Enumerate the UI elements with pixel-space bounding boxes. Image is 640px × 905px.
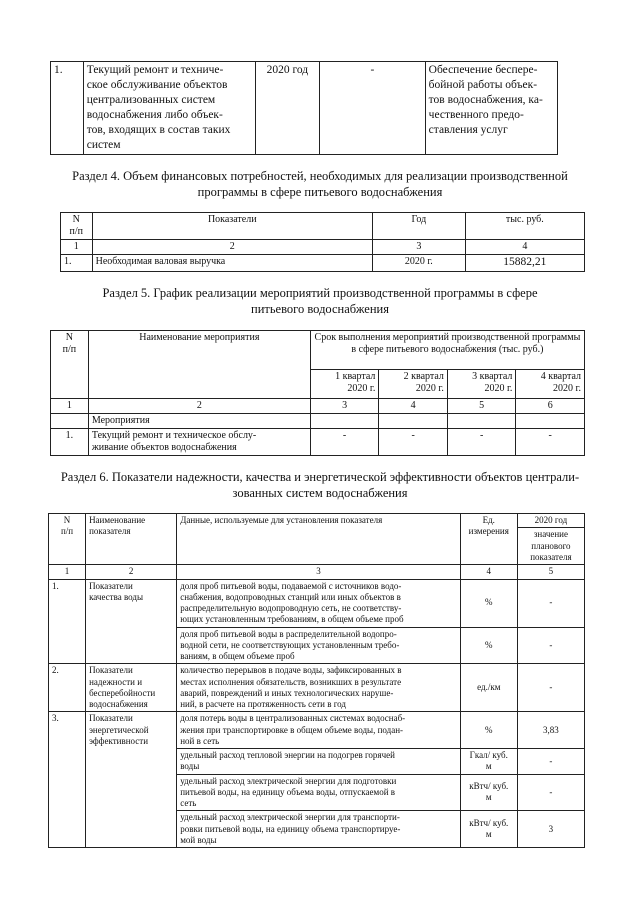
header-period: Срок выполнения мероприятий производственной программы в сфере питьевого водоснабжения (тыс. руб.) [310, 331, 584, 370]
indicator-group-name: Показатели надежности и бесперебойности водоснабжения [86, 664, 177, 712]
indicators-table [48, 513, 585, 848]
header-quarter: 4 квартал 2020 г. [516, 370, 585, 399]
indicator-data: доля потерь воды в централизованных системах водоснаб- жения при транспортировке в общем объеме воды, подан- ной в сеть [177, 712, 461, 749]
indicator-data: количество перерывов в подаче воды, зафиксированных в местах исполнения обязательств, возникших в результате аварий, повреждений и иных технологических наруше- ний, в расчете на протяженность сети в год [177, 664, 461, 712]
col-num: 1 [51, 399, 89, 414]
indicator-unit: кВтч/ куб. м [460, 811, 517, 848]
indicator-value: 3,83 [517, 712, 584, 749]
section-4-title: Раздел 4. Объем финансовых потребностей, необходимых для реализации производственной программы в сфере питьевого водоснабжения [72, 169, 568, 199]
group-label: Мероприятия [88, 414, 310, 429]
header-quarter: 2 квартал 2020 г. [379, 370, 448, 399]
indicator-unit: кВтч/ куб. м [460, 774, 517, 811]
table-header-row [61, 213, 585, 240]
schedule-table [50, 330, 585, 456]
table-row [51, 62, 558, 155]
header-num: N п/п [49, 514, 86, 565]
indicator-group-name: Показатели качества воды [86, 579, 177, 664]
section-6-title: Раздел 6. Показатели надежности, качества и энергетической эффективности объектов централи- зованных систем водоснабжения [60, 470, 580, 500]
header-unit: Ед. измерения [460, 514, 517, 565]
empty-cell [379, 414, 448, 429]
row-number: 1. [51, 62, 84, 155]
quarter-value: - [516, 429, 585, 456]
empty-cell [310, 414, 379, 429]
table-row [61, 255, 585, 272]
col-num: 4 [460, 565, 517, 579]
header-num: N п/п [61, 213, 93, 240]
indicator-value: 3 [517, 811, 584, 848]
indicator-value: - [517, 749, 584, 775]
header-measure-name: Наименование мероприятия [88, 331, 310, 399]
table-row [51, 429, 585, 456]
header-quarter: 3 квартал 2020 г. [447, 370, 516, 399]
header-indicator: Показатели [92, 213, 372, 240]
indicator-year: 2020 г. [372, 255, 465, 272]
indicator-value: - [517, 774, 584, 811]
row-number: 1. [61, 255, 93, 272]
indicator-data: доля проб питьевой воды в распределительной водопро- водной сети, не соответствующих установленным требо- ваниям, в общем объеме проб [177, 627, 461, 664]
indicator-group-name: Показатели энергетической эффективности [86, 712, 177, 848]
header-amount: тыс. руб. [465, 213, 584, 240]
indicator-data: удельный расход тепловой энергии на подогрев горячей воды [177, 749, 461, 775]
financial-needs-table [60, 212, 585, 272]
quarter-value: - [447, 429, 516, 456]
quarter-value: - [310, 429, 379, 456]
measure-year: 2020 год [255, 62, 319, 155]
col-num: 5 [517, 565, 584, 579]
section-5-title: Раздел 5. График реализации мероприятий производственной программы в сфере питьевого водоснабжения [102, 286, 538, 316]
indicator-amount: 15882,21 [465, 255, 584, 272]
program-table-continuation [50, 61, 558, 155]
col-num: 2 [88, 399, 310, 414]
header-quarter: 1 квартал 2020 г. [310, 370, 379, 399]
indicator-unit: % [460, 712, 517, 749]
header-planned: значение планового показателя [517, 528, 584, 565]
table-row [61, 240, 585, 255]
indicator-unit: % [460, 579, 517, 627]
indicator-data: доля проб питьевой воды, подаваемой с источников водо- снабжения, водопроводных станций или иных объектов в распределительную водопроводную сеть, не соответству- ющих установленным требованиям, в общем объеме проб [177, 579, 461, 627]
indicator-unit: Гкал/ куб. м [460, 749, 517, 775]
header-year: Год [372, 213, 465, 240]
empty-cell [51, 414, 89, 429]
row-number: 1. [49, 579, 86, 664]
col-num: 4 [379, 399, 448, 414]
measure-result: Обеспечение беспере- бойной работы объек- тов водоснабжения, ка- чественного предо- ставления услуг [425, 62, 557, 155]
col-num: 3 [372, 240, 465, 255]
table-row [49, 565, 585, 579]
col-num: 5 [447, 399, 516, 414]
col-num: 4 [465, 240, 584, 255]
table-row [51, 414, 585, 429]
col-num: 1 [49, 565, 86, 579]
table-row [49, 579, 585, 627]
indicator-value: - [517, 664, 584, 712]
indicator-value: - [517, 627, 584, 664]
table-row [49, 712, 585, 749]
empty-cell [447, 414, 516, 429]
table-row [49, 664, 585, 712]
col-num: 2 [92, 240, 372, 255]
table-row [51, 399, 585, 414]
indicator-data: удельный расход электрической энергии для транспорти- ровки питьевой воды, на единицу объема транспортируе- мой воды [177, 811, 461, 848]
measure-dash: - [320, 62, 426, 155]
indicator-data: удельный расход электрической энергии для подготовки питьевой воды, на единицу объема воды, отпускаемой в сеть [177, 774, 461, 811]
indicator-name: Необходимая валовая выручка [92, 255, 372, 272]
row-number: 1. [51, 429, 89, 456]
col-num: 2 [86, 565, 177, 579]
empty-cell [516, 414, 585, 429]
col-num: 3 [310, 399, 379, 414]
header-indicator-name: Наименование показателя [86, 514, 177, 565]
col-num: 6 [516, 399, 585, 414]
col-num: 1 [61, 240, 93, 255]
quarter-value: - [379, 429, 448, 456]
header-num: N п/п [51, 331, 89, 399]
row-number: 3. [49, 712, 86, 848]
row-number: 2. [49, 664, 86, 712]
indicator-unit: % [460, 627, 517, 664]
measure-name: Текущий ремонт и техниче- ское обслуживание объектов централизованных систем водоснабжения либо объек- тов, входящих в состав таких систем [83, 62, 255, 155]
table-header-row [49, 514, 585, 528]
indicator-value: - [517, 579, 584, 627]
indicator-unit: ед./км [460, 664, 517, 712]
measure-name: Текущий ремонт и техническое обслу- живание объектов водоснабжения [88, 429, 310, 456]
header-year: 2020 год [517, 514, 584, 528]
col-num: 3 [177, 565, 461, 579]
table-header-row [51, 331, 585, 370]
header-data: Данные, используемые для установления показателя [177, 514, 461, 565]
